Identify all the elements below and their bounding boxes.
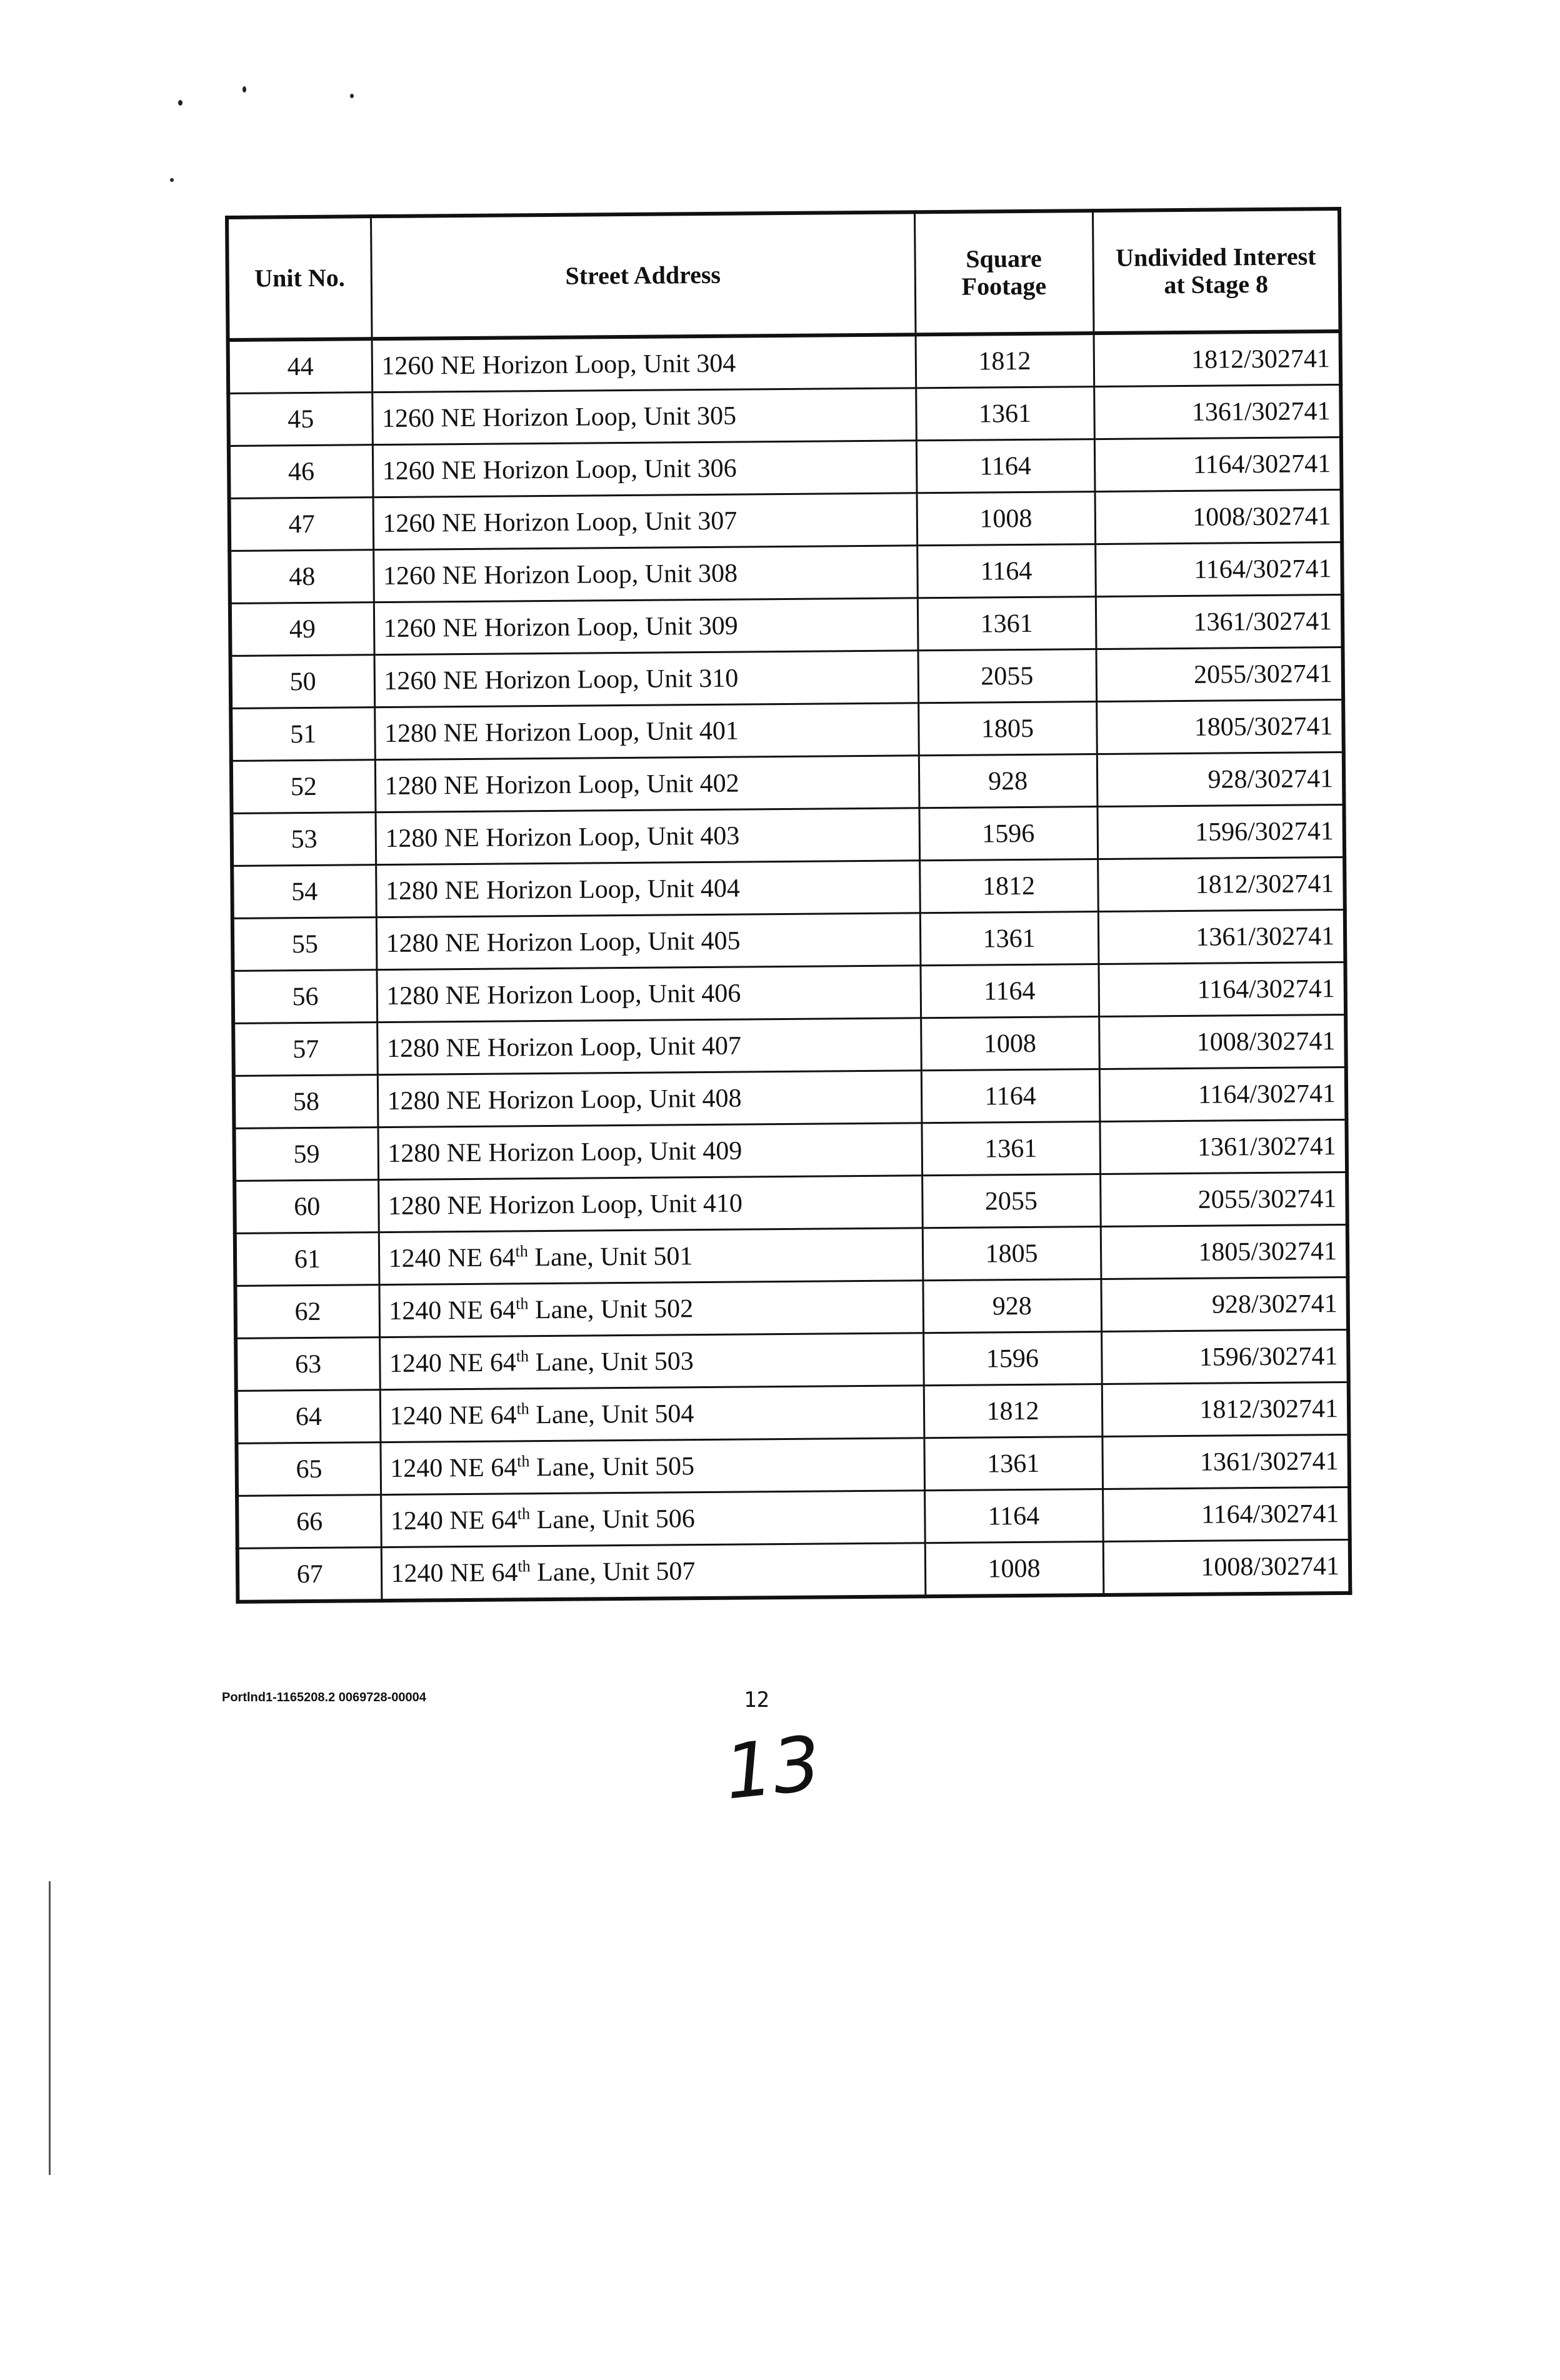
cell-square-footage: 1008 <box>921 1017 1099 1071</box>
cell-square-footage: 1164 <box>924 1489 1103 1543</box>
header-undivided-interest: Undivided Interest at Stage 8 <box>1092 209 1341 333</box>
scan-speck <box>178 100 182 106</box>
cell-street-address: 1240 NE 64th Lane, Unit 504 <box>380 1386 924 1442</box>
scan-speck <box>242 86 246 92</box>
header-unit-no: Unit No. <box>227 216 372 340</box>
table-row <box>232 909 1346 971</box>
cell-unit-no: 67 <box>238 1548 382 1602</box>
cell-unit-no: 64 <box>236 1390 381 1444</box>
table-row <box>236 1329 1349 1391</box>
table-header-row <box>227 209 1340 340</box>
scan-speck <box>170 178 174 182</box>
cell-undivided-interest: 1812/302741 <box>1102 1382 1349 1436</box>
cell-undivided-interest: 1164/302741 <box>1098 962 1346 1016</box>
cell-square-footage: 1361 <box>924 1437 1102 1491</box>
cell-unit-no: 52 <box>231 760 376 814</box>
cell-unit-no: 55 <box>232 918 377 971</box>
cell-undivided-interest: 1361/302741 <box>1098 909 1346 964</box>
cell-street-address: 1240 NE 64th Lane, Unit 502 <box>379 1281 923 1338</box>
cell-square-footage: 1596 <box>923 1332 1102 1386</box>
cell-undivided-interest: 2055/302741 <box>1100 1172 1348 1226</box>
cell-undivided-interest: 1361/302741 <box>1099 1119 1347 1174</box>
cell-undivided-interest: 1805/302741 <box>1101 1224 1348 1279</box>
cell-undivided-interest: 1361/302741 <box>1102 1434 1349 1489</box>
cell-undivided-interest: 1812/302741 <box>1098 857 1345 911</box>
header-street-address: Street Address <box>371 212 916 339</box>
cell-unit-no: 56 <box>232 970 377 1024</box>
cell-undivided-interest: 1361/302741 <box>1094 384 1341 439</box>
cell-undivided-interest: 1361/302741 <box>1096 594 1343 649</box>
cell-street-address: 1260 NE Horizon Loop, Unit 310 <box>374 651 919 708</box>
table-row <box>232 962 1346 1023</box>
cell-square-footage: 1008 <box>917 492 1096 546</box>
cell-unit-no: 61 <box>235 1232 379 1286</box>
cell-street-address: 1240 NE 64th Lane, Unit 501 <box>379 1228 923 1285</box>
cell-street-address: 1240 NE 64th Lane, Unit 507 <box>381 1543 926 1601</box>
cell-unit-no: 60 <box>234 1180 379 1234</box>
cell-street-address: 1280 NE Horizon Loop, Unit 407 <box>377 1018 921 1075</box>
cell-street-address: 1280 NE Horizon Loop, Unit 404 <box>376 861 920 918</box>
cell-unit-no: 57 <box>233 1022 378 1076</box>
cell-street-address: 1260 NE Horizon Loop, Unit 307 <box>373 493 918 550</box>
header-square-footage: Square Footage <box>914 211 1094 334</box>
table-row <box>228 331 1341 393</box>
cell-unit-no: 54 <box>232 865 376 919</box>
cell-unit-no: 65 <box>236 1442 381 1496</box>
table-row <box>234 1067 1347 1128</box>
cell-square-footage: 1805 <box>918 702 1097 756</box>
cell-square-footage: 1812 <box>924 1384 1102 1438</box>
table-row <box>233 1014 1346 1076</box>
cell-street-address: 1240 NE 64th Lane, Unit 503 <box>379 1333 924 1390</box>
cell-street-address: 1260 NE Horizon Loop, Unit 304 <box>372 334 916 392</box>
table-row <box>234 1119 1347 1181</box>
cell-unit-no: 62 <box>235 1285 379 1339</box>
cell-undivided-interest: 1812/302741 <box>1094 331 1341 387</box>
cell-undivided-interest: 1164/302741 <box>1102 1487 1350 1541</box>
cell-street-address: 1240 NE 64th Lane, Unit 505 <box>380 1438 924 1495</box>
cell-undivided-interest: 1008/302741 <box>1103 1539 1351 1595</box>
table-row <box>229 437 1342 498</box>
table-row <box>238 1539 1351 1601</box>
table-row <box>232 804 1345 866</box>
table-row <box>236 1434 1349 1496</box>
cell-unit-no: 49 <box>230 602 374 656</box>
cell-square-footage: 928 <box>922 1279 1101 1333</box>
cell-unit-no: 53 <box>232 812 376 866</box>
cell-square-footage: 1361 <box>921 1122 1100 1176</box>
cell-undivided-interest: 1008/302741 <box>1095 489 1342 544</box>
table-row <box>237 1487 1350 1548</box>
cell-street-address: 1280 NE Horizon Loop, Unit 402 <box>375 756 919 812</box>
cell-unit-no: 50 <box>231 655 375 709</box>
cell-street-address: 1280 NE Horizon Loop, Unit 409 <box>378 1123 922 1180</box>
cell-unit-no: 45 <box>228 392 372 446</box>
table-row <box>235 1224 1348 1286</box>
unit-interest-table <box>225 207 1352 1604</box>
cell-square-footage: 1361 <box>920 912 1099 966</box>
cell-street-address: 1280 NE Horizon Loop, Unit 406 <box>376 966 921 1022</box>
cell-undivided-interest: 928/302741 <box>1097 752 1344 806</box>
cell-undivided-interest: 1164/302741 <box>1094 437 1342 491</box>
cell-unit-no: 59 <box>234 1128 378 1181</box>
page-number: 12 <box>744 1688 769 1712</box>
table-row <box>231 752 1344 813</box>
scan-margin-line <box>49 1881 51 2175</box>
table-row <box>229 542 1342 603</box>
table-row <box>231 647 1344 708</box>
cell-undivided-interest: 1164/302741 <box>1099 1067 1347 1121</box>
cell-street-address: 1280 NE Horizon Loop, Unit 410 <box>378 1176 922 1232</box>
cell-street-address: 1240 NE 64th Lane, Unit 506 <box>381 1491 925 1548</box>
cell-undivided-interest: 1805/302741 <box>1096 699 1344 754</box>
cell-square-footage: 1164 <box>917 544 1096 598</box>
cell-square-footage: 1164 <box>916 439 1095 493</box>
cell-square-footage: 1812 <box>916 333 1094 388</box>
cell-square-footage: 1812 <box>919 859 1098 913</box>
cell-square-footage: 1596 <box>919 807 1098 861</box>
cell-square-footage: 1361 <box>918 597 1096 651</box>
cell-unit-no: 66 <box>237 1495 381 1549</box>
handwritten-page-number: 13 <box>721 1720 825 1817</box>
table-row <box>228 384 1341 446</box>
table-row <box>235 1277 1348 1338</box>
cell-unit-no: 48 <box>229 550 374 604</box>
cell-street-address: 1260 NE Horizon Loop, Unit 305 <box>372 388 916 445</box>
cell-square-footage: 1361 <box>916 387 1094 441</box>
cell-unit-no: 51 <box>231 708 375 761</box>
cell-square-footage: 1805 <box>922 1227 1101 1281</box>
table-row <box>232 857 1345 918</box>
cell-undivided-interest: 2055/302741 <box>1096 647 1343 701</box>
cell-square-footage: 1164 <box>920 964 1099 1018</box>
cell-street-address: 1260 NE Horizon Loop, Unit 308 <box>373 546 918 602</box>
table-body <box>228 331 1351 1602</box>
cell-square-footage: 928 <box>919 754 1098 808</box>
cell-street-address: 1280 NE Horizon Loop, Unit 401 <box>374 703 919 760</box>
cell-undivided-interest: 1008/302741 <box>1099 1014 1346 1069</box>
table-row <box>231 699 1344 761</box>
cell-unit-no: 58 <box>234 1075 378 1129</box>
scan-speck <box>350 94 354 98</box>
document-id: Portlnd1-1165208.2 0069728-00004 <box>222 1691 426 1704</box>
cell-street-address: 1280 NE Horizon Loop, Unit 408 <box>378 1071 922 1128</box>
cell-undivided-interest: 1596/302741 <box>1097 804 1344 859</box>
cell-unit-no: 47 <box>229 498 374 551</box>
table-row <box>229 489 1342 551</box>
table-row <box>236 1382 1349 1443</box>
cell-undivided-interest: 1596/302741 <box>1101 1329 1349 1384</box>
cell-street-address: 1260 NE Horizon Loop, Unit 309 <box>374 598 918 655</box>
cell-unit-no: 46 <box>229 445 373 499</box>
cell-undivided-interest: 1164/302741 <box>1095 542 1342 596</box>
table-row <box>234 1172 1348 1233</box>
table-row <box>230 594 1343 656</box>
cell-square-footage: 1164 <box>921 1069 1100 1123</box>
cell-street-address: 1280 NE Horizon Loop, Unit 403 <box>376 808 920 865</box>
cell-square-footage: 1008 <box>925 1542 1104 1597</box>
cell-undivided-interest: 928/302741 <box>1101 1277 1348 1331</box>
cell-square-footage: 2055 <box>922 1174 1101 1228</box>
cell-square-footage: 2055 <box>918 649 1096 703</box>
cell-street-address: 1280 NE Horizon Loop, Unit 405 <box>376 913 921 970</box>
cell-unit-no: 44 <box>228 339 372 393</box>
cell-street-address: 1260 NE Horizon Loop, Unit 306 <box>372 441 917 498</box>
cell-unit-no: 63 <box>236 1338 380 1391</box>
